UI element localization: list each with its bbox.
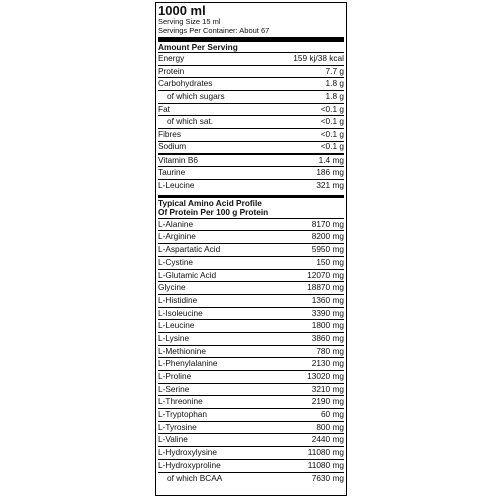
amino-row (158, 295, 344, 308)
nutrient-value: 7.7 g (325, 65, 344, 76)
nutrient-row (158, 53, 344, 66)
servings-per-container: Servings Per Container: About 67 (158, 25, 270, 35)
amino-name: L-Cystine (158, 256, 194, 267)
amino-name: L-Arginine (158, 231, 196, 242)
amino-name: L-Histidine (158, 294, 198, 305)
nutrient-value: <0.1 g (320, 103, 344, 114)
amino-value: 150 mg (316, 256, 344, 267)
amino-value: 3860 mg (311, 332, 344, 343)
amino-row (158, 270, 344, 283)
amino-value: 2190 mg (311, 396, 344, 407)
amino-name: L-Proline (158, 371, 192, 382)
amount-per-serving-heading: Amount Per Serving (158, 42, 344, 53)
amino-name: L-Lysine (158, 332, 190, 343)
nutrient-name: Carbohydrates (158, 78, 213, 89)
nutrient-row (158, 142, 344, 155)
amino-value: 8170 mg (311, 218, 344, 229)
nutrient-name: Fibres (158, 129, 182, 140)
nutrient-name: Energy (158, 53, 185, 63)
amino-row (158, 422, 344, 435)
nutrient-value: 186 mg (316, 167, 344, 178)
amino-value: 12070 mg (307, 269, 344, 280)
amino-name: L-Hydroxyproline (158, 459, 221, 470)
amino-name: of which BCAA (167, 472, 223, 483)
nutrient-name: of which sugars (167, 91, 225, 102)
amino-row (158, 308, 344, 321)
amino-name: L-Tyrosine (158, 421, 197, 432)
amino-value: 60 mg (320, 409, 344, 420)
nutrient-name: Vitamin B6 (158, 154, 198, 165)
amino-name: L-Methionine (158, 345, 206, 356)
amino-value: 1800 mg (311, 320, 344, 331)
nutrient-row (158, 91, 344, 104)
nutrient-name: L-Leucine (158, 180, 195, 191)
amino-row (158, 282, 344, 295)
nutrient-row (158, 155, 344, 168)
nutrient-value: 1.8 g (325, 91, 344, 102)
nutrient-value: 321 mg (316, 180, 344, 191)
amino-name: L-Serine (158, 383, 190, 394)
amino-row (158, 460, 344, 473)
nutrient-row (158, 78, 344, 91)
nutrient-name: Fat (158, 103, 170, 114)
amino-value: 18870 mg (307, 282, 344, 293)
amino-name: L-Valine (158, 434, 188, 445)
amino-value: 7630 mg (311, 472, 344, 483)
amino-name: L-Phenylalanine (158, 358, 218, 369)
amino-row (158, 346, 344, 359)
nutrient-value: <0.1 g (320, 116, 344, 127)
nutrient-value: <0.1 g (320, 141, 344, 152)
nutrition-facts-panel (155, 2, 347, 496)
amino-profile-heading-line2: Of Protein Per 100 g Protein (158, 207, 269, 218)
amino-row (158, 434, 344, 447)
nutrient-row (158, 66, 344, 79)
amino-name: Glycine (158, 282, 186, 293)
nutrient-row (158, 167, 344, 180)
nutrient-name: Taurine (158, 167, 186, 178)
amino-name: L-Alanine (158, 218, 194, 229)
amino-value: 2440 mg (311, 434, 344, 445)
nutrient-value: 159 kj/38 kcal (293, 53, 344, 63)
amino-value: 2130 mg (311, 358, 344, 369)
label-title: 1000 ml (158, 3, 206, 18)
amino-value: 11080 mg (307, 447, 344, 458)
amino-name: L-Threonine (158, 396, 203, 407)
amino-row (158, 384, 344, 397)
amino-value: 3210 mg (311, 383, 344, 394)
amino-name: L-Leucine (158, 320, 195, 331)
amino-value: 800 mg (316, 421, 344, 432)
amino-row (158, 396, 344, 409)
nutrient-row (158, 180, 344, 192)
nutrient-value: <0.1 g (320, 129, 344, 140)
amino-row (158, 473, 344, 485)
amino-name: L-Tryptophan (158, 409, 208, 420)
amino-row (158, 371, 344, 384)
amino-value: 3390 mg (311, 307, 344, 318)
amino-value: 780 mg (316, 345, 344, 356)
nutrient-name: Sodium (158, 141, 187, 152)
nutrient-value: 1.4 mg (318, 154, 344, 165)
amino-row (158, 320, 344, 333)
amino-name: L-Hydroxylysine (158, 447, 218, 458)
amino-row (158, 409, 344, 422)
nutrient-value: 1.8 g (325, 78, 344, 89)
amino-acid-list (158, 219, 344, 484)
nutrient-row (158, 129, 344, 142)
amino-name: L-Isoleucine (158, 307, 203, 318)
amino-row (158, 231, 344, 244)
amino-value: 13020 mg (307, 371, 344, 382)
amino-row (158, 257, 344, 270)
nutrient-row (158, 116, 344, 129)
amino-row (158, 358, 344, 371)
amino-value: 5950 mg (311, 244, 344, 255)
amino-profile-heading-line1: Typical Amino Acid Profile (158, 197, 262, 208)
amino-profile-heading (158, 198, 344, 219)
amino-row (158, 219, 344, 232)
nutrient-name: Protein (158, 65, 185, 76)
amino-name: L-Aspartatic Acid (158, 244, 221, 255)
amino-value: 11080 mg (307, 459, 344, 470)
amino-name: L-Glutamic Acid (158, 269, 217, 280)
nutrient-list (158, 53, 344, 192)
amino-row (158, 244, 344, 257)
amino-value: 1360 mg (311, 294, 344, 305)
amino-row (158, 447, 344, 460)
serving-size: Serving Size 15 ml (158, 17, 221, 26)
nutrient-name: of which sat. (167, 116, 214, 127)
amino-value: 8200 mg (311, 231, 344, 242)
amino-row (158, 333, 344, 346)
nutrient-row (158, 104, 344, 117)
